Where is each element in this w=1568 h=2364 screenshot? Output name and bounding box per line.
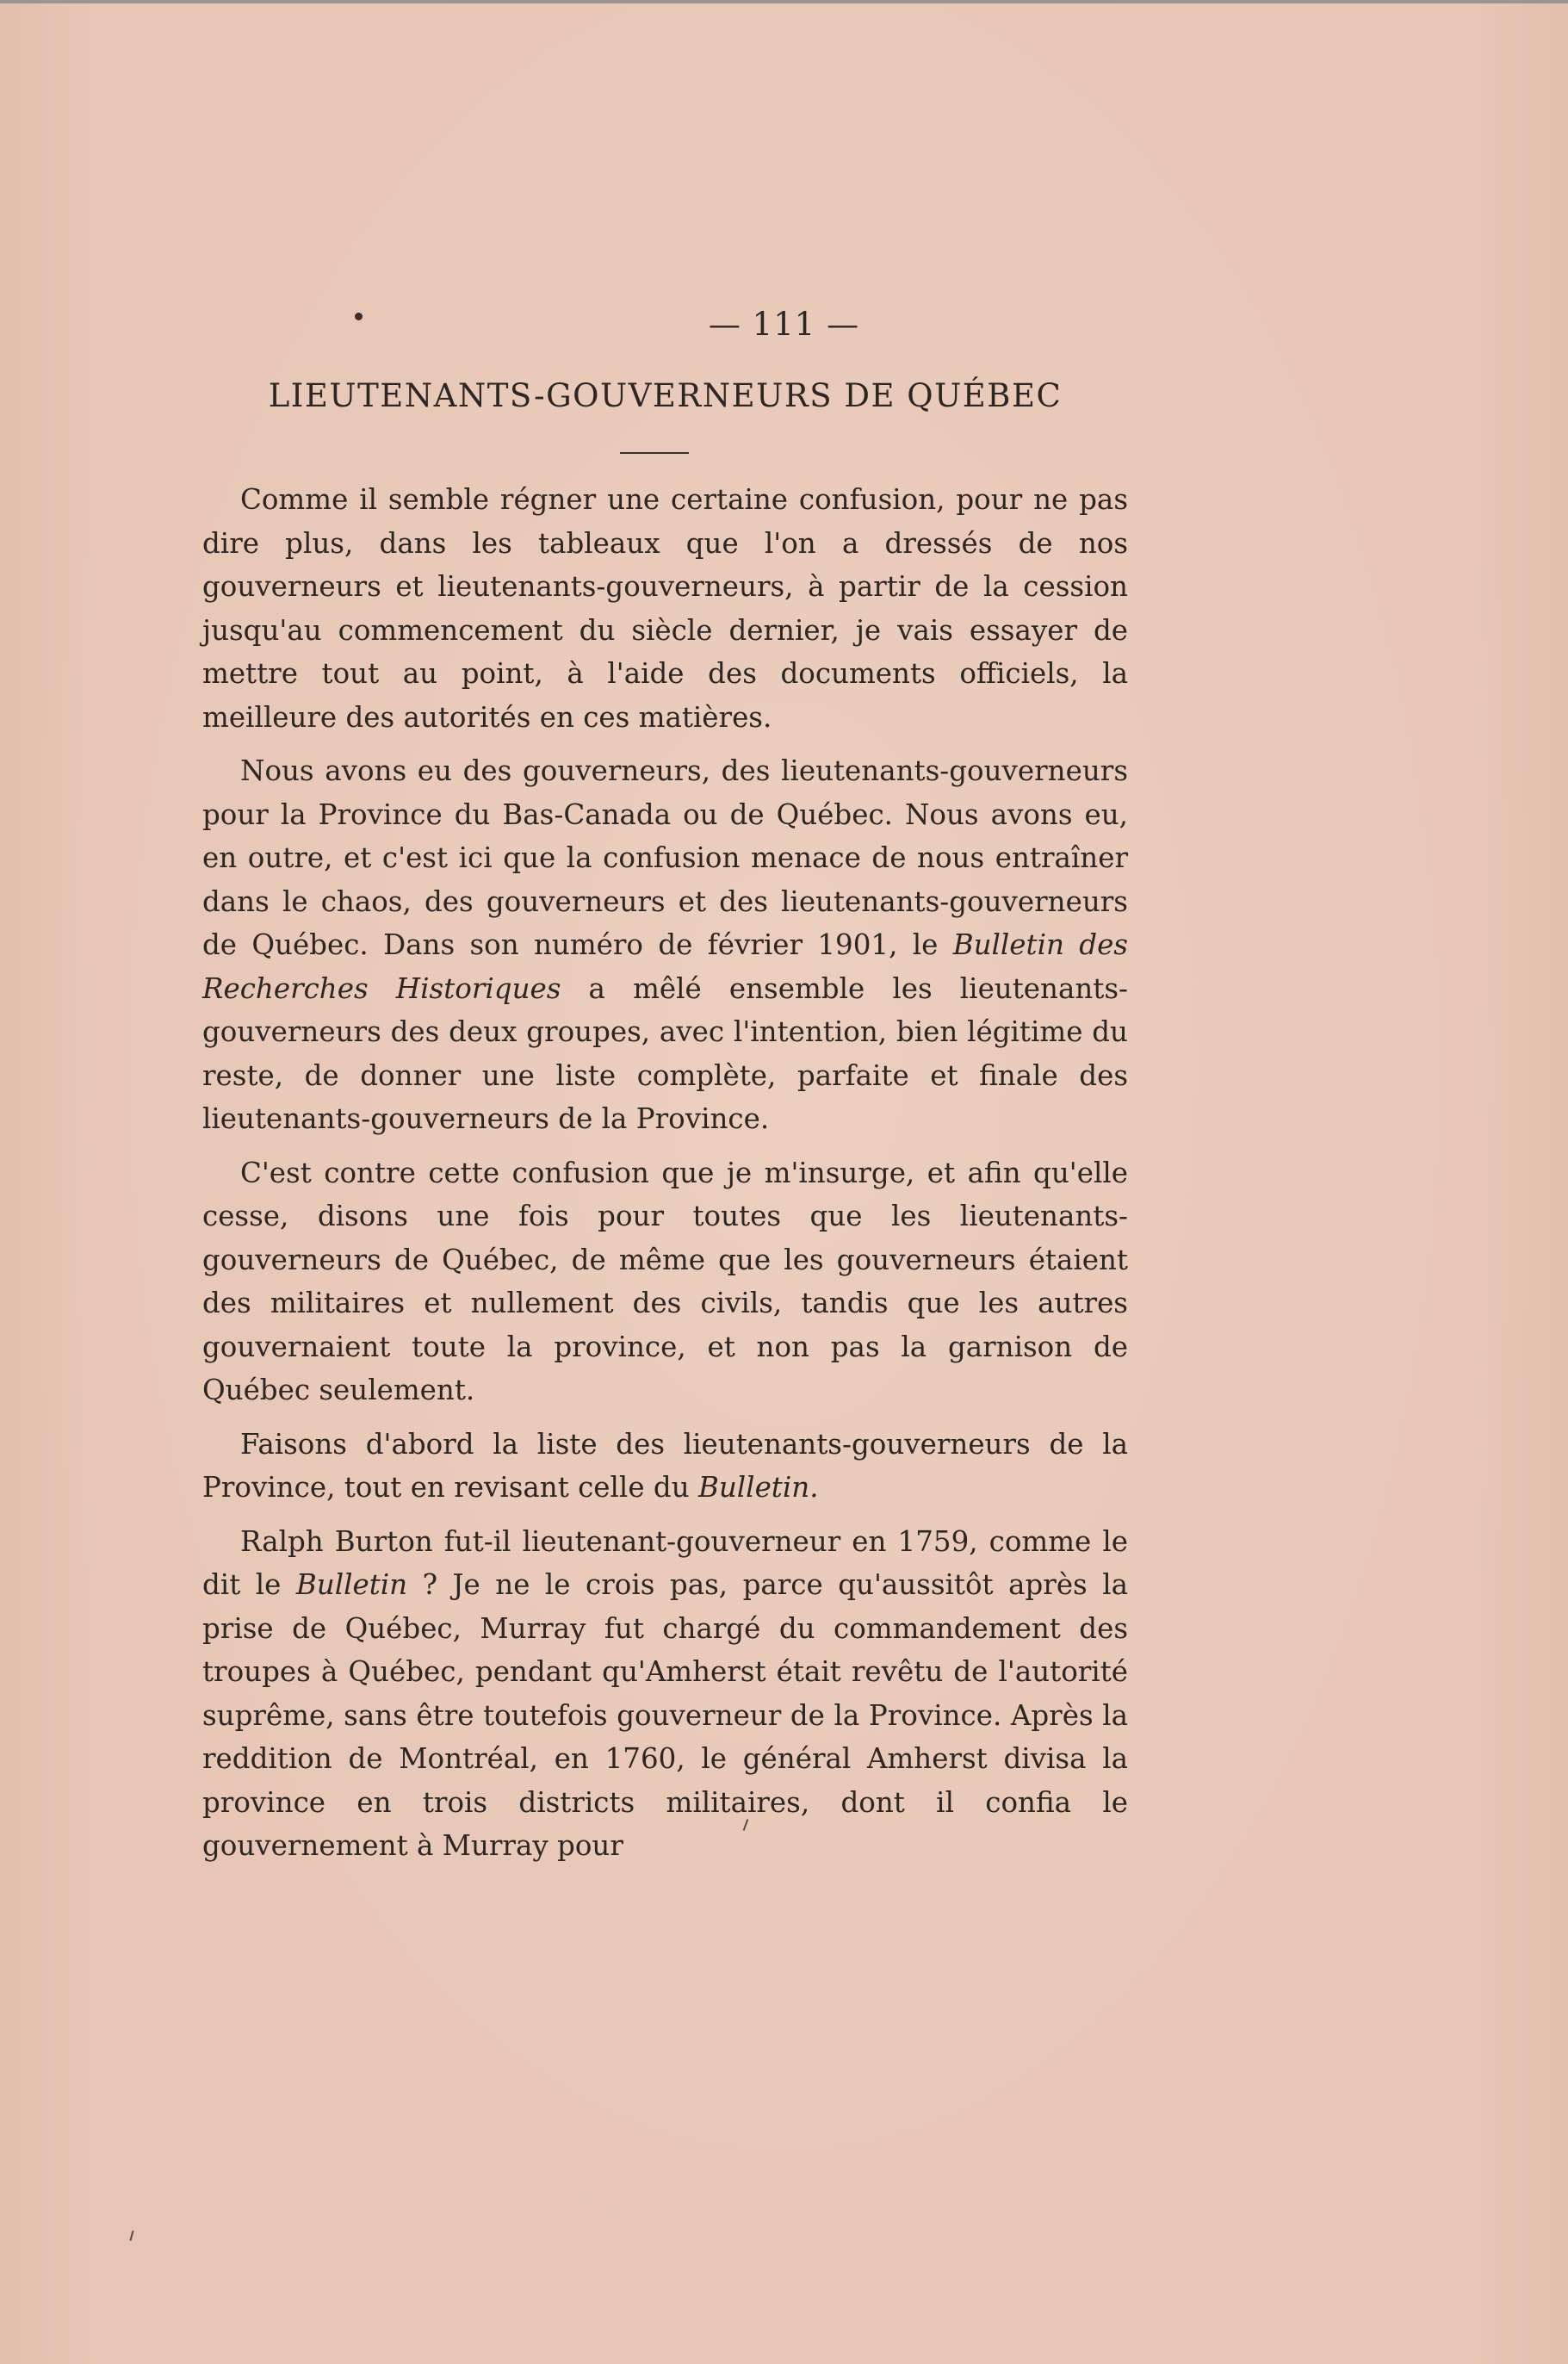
- page-title: LIEUTENANTS-GOUVERNEURS DE QUÉBEC: [268, 377, 1063, 414]
- text-run: Ralph Burton fut-il lieutenant-gouverneur en 1759, comme le dit le: [202, 1524, 1128, 1601]
- paragraph: [202, 478, 1128, 739]
- paragraph: [202, 749, 1128, 1141]
- text-run: Faisons d'abord la liste des lieutenants-gouverneurs de la Province, tout en revisant celle du: [202, 1427, 1128, 1504]
- page-number: — 111 —: [708, 306, 860, 343]
- paragraph: [202, 1151, 1128, 1412]
- italic-title: Bulletin des Recherches Historiques: [202, 928, 1128, 1005]
- text-run: ? Je ne le crois pas, parce qu'aussitôt après la prise de Québec, Murray fut chargé du commandement des troupes à Québec, pendant qu'Amherst était revêtu de l'autorité suprême, sans être toutefois gouverneur de la Province. Après la reddition de Montréal, en 1760, le général Amherst divisa la province en trois districts militaires, dont il confia le gouvernement à Murray pour: [202, 1568, 1128, 1862]
- italic-title: Bulletin.: [697, 1471, 819, 1504]
- page-top-edge: [0, 0, 1568, 3]
- text-run: C'est contre cette confusion que je m'insurge, et afin qu'elle cesse, disons une fois pour toutes que les lieutenants-gouverneurs de Québec, de même que les gouverneurs étaient des militaires et nullement des civils, tandis que les autres gouvernaient toute la province, et non pas la garnison de Québec seulement.: [202, 1156, 1128, 1406]
- paragraph: [202, 1423, 1128, 1510]
- text-run: Comme il semble régner une certaine confusion, pour ne pas dire plus, dans les tableaux que l'on a dressés de nos gouverneurs et lieutenants-gouverneurs, à partir de la cession jusqu'au commencement du siècle dernier, je vais essayer de mettre tout au point, à l'aide des documents officiels, la meilleure des autorités en ces matières.: [202, 483, 1128, 734]
- paragraph: [202, 1520, 1128, 1868]
- text-run: a mêlé ensemble les lieutenants-gouverneurs des deux groupes, avec l'intention, bien légitime du reste, de donner une liste complète, parfaite et finale des lieutenants-gouverneurs de la Province.: [202, 971, 1128, 1135]
- text-run: Nous avons eu des gouverneurs, des lieutenants-gouverneurs pour la Province du Bas-Canada ou de Québec. Nous avons eu, en outre, et c'est ici que la confusion menace de nous entraîner dans le chaos, des gouverneurs et des lieutenants-gouverneurs de Québec. Dans son numéro de février 1901, le: [202, 754, 1128, 961]
- italic-title: Bulletin: [295, 1568, 408, 1601]
- ink-mark: [129, 2231, 133, 2241]
- title-rule: [620, 452, 689, 454]
- body-text: [202, 478, 1128, 1868]
